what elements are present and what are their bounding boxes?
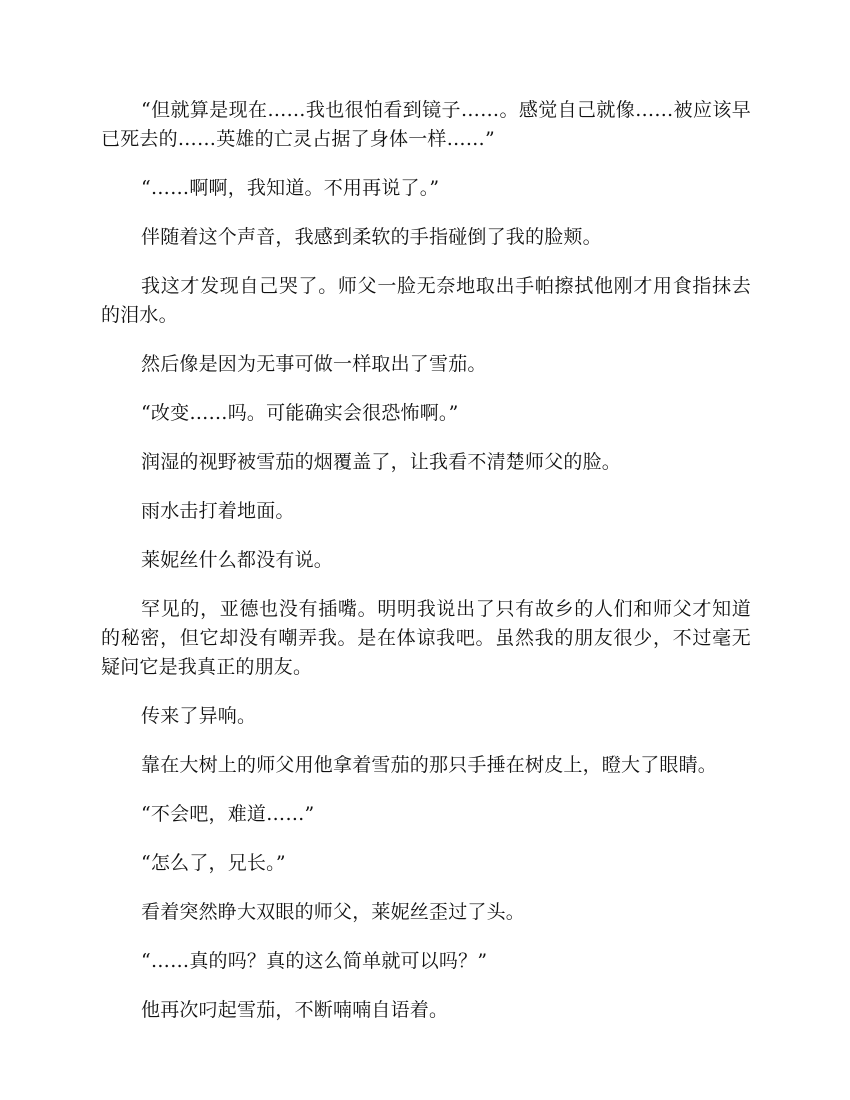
paragraph: 他再次叼起雪茄，不断喃喃自语着。: [141, 999, 449, 1021]
paragraph: 我这才发现自己哭了。师父一脸无奈地取出手帕擦拭他刚才用食指抹去的泪水。: [101, 275, 751, 326]
paragraph: “……真的吗？真的这么简单就可以吗？”: [141, 950, 488, 972]
paragraph: 然后像是因为无事可做一样取出了雪茄。: [141, 353, 487, 375]
document-page: [101, 96, 751, 1045]
paragraph: “……啊啊，我知道。不用再说了。”: [141, 177, 440, 199]
paragraph: 传来了异响。: [141, 705, 257, 727]
paragraph: 润湿的视野被雪茄的烟覆盖了，让我看不清楚师父的脸。: [141, 451, 622, 473]
paragraph: “怎么了，兄长。”: [141, 852, 286, 874]
paragraph: 罕见的，亚德也没有插嘴。明明我说出了只有故乡的人们和师父才知道的秘密，但它却没有嘲弄我。是在体谅我吧。虽然我的朋友很少，不过毫无疑问它是我真正的朋友。: [101, 598, 751, 678]
paragraph: “改变……吗。可能确实会很恐怖啊。”: [141, 402, 459, 424]
paragraph: 靠在大树上的师父用他拿着雪茄的那只手捶在树皮上，瞪大了眼睛。: [141, 754, 718, 776]
paragraph: “但就算是现在……我也很怕看到镜子……。感觉自己就像……被应该早已死去的……英雄的亡灵占据了身体一样……”: [101, 99, 751, 150]
paragraph: “不会吧，难道……”: [141, 803, 315, 825]
paragraph: 伴随着这个声音，我感到柔软的手指碰倒了我的脸颊。: [141, 226, 602, 248]
paragraph: 雨水击打着地面。: [141, 500, 295, 522]
paragraph: 看着突然睁大双眼的师父，莱妮丝歪过了头。: [141, 901, 526, 923]
paragraph: 莱妮丝什么都没有说。: [141, 549, 334, 571]
